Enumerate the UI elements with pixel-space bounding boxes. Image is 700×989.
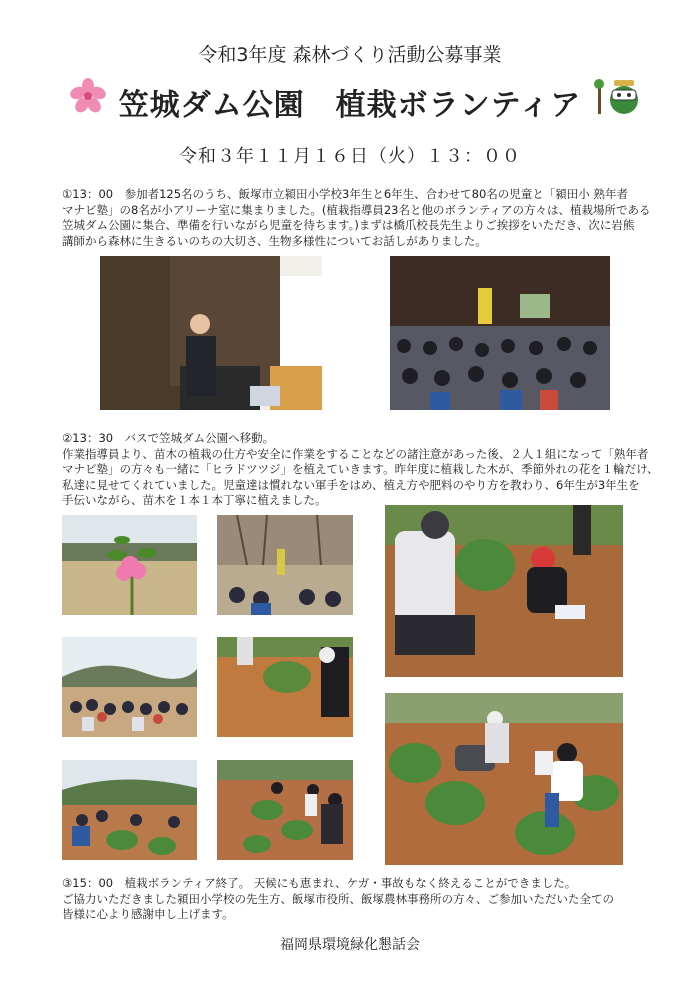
- text-line: 笠城ダム公園に集合、準備を行いながら児童を待ちます。)まずは橋爪校長先生よりご挨拶をいただき、次に岩熊: [62, 218, 635, 232]
- text-line: マナビ塾」の8名が小アリーナ室に集まりました。(植栽指導員23名と他のボランティアの方々は、植栽場所である: [62, 202, 651, 217]
- photo-instruction-outdoor: [217, 515, 353, 615]
- text-line: ご協力いただきました潁田小学校の先生方、飯塚市役所、飯塚農林事務所の方々、ご参加いただいた全ての: [62, 891, 614, 906]
- event-date: 令和３年１１月１６日（火）１３：００: [179, 146, 521, 167]
- photo-azalea-flower: [62, 515, 197, 615]
- photo-principal-speech: [100, 256, 322, 410]
- text-line: ②13：30 バスで笠城ダム公園へ移動。: [62, 431, 275, 445]
- photo-shoveling-soil: [217, 637, 353, 737]
- photo-students-listening: [390, 256, 610, 410]
- photo-group-gathering: [62, 637, 197, 737]
- text-line: ③15：00 植栽ボランティア終了。 天候にも恵まれ、ケガ・事故もなく終えることができました。: [62, 876, 577, 890]
- photo-planting-rows: [217, 760, 353, 860]
- text-line: 私達に見せてくれていました。児童達は慣れない軍手をはめ、植え方や肥料のやり方を教わり、6年生が3年生を: [62, 477, 640, 492]
- text-line: ①13：00 参加者125名のうち、飯塚市立潁田小学校3年生と6年生、合わせて80名の児童と「潁田小 熟年者: [62, 187, 628, 201]
- event-subtitle: 令和3年度 森林づくり活動公募事業: [198, 44, 502, 66]
- photo-planting-slope: [62, 760, 197, 860]
- text-line: 作業指導員より、苗木の植栽の仕方や安全に作業をすることなどの諸注意があった後、２人１組になって「熟年者: [62, 446, 649, 461]
- section-1-text: [62, 187, 662, 249]
- text-line: 手伝いながら、苗木を１本１本丁寧に植えました。: [62, 493, 327, 507]
- mascot-logo-icon: [592, 76, 642, 118]
- event-title: 笠城ダム公園 植栽ボランティア: [118, 88, 582, 123]
- section-3-text: [62, 876, 662, 923]
- organization-name: 福岡県環境緑化懇話会: [280, 937, 420, 953]
- text-line: マナビ塾」の方々も一緒に「ヒラドツツジ」を植えていきます。昨年度に植栽した木が、季節外れの花を１輪だけ、: [62, 462, 659, 476]
- text-line: 講師から森林に生きるいのちの大切さ、生物多様性についてお話しがありました。: [62, 233, 487, 248]
- photo-children-planting: [385, 693, 623, 865]
- text-line: 皆様に心より感謝申し上げます。: [62, 907, 234, 921]
- photo-pair-planting: [385, 505, 623, 677]
- section-2-text: [62, 431, 662, 509]
